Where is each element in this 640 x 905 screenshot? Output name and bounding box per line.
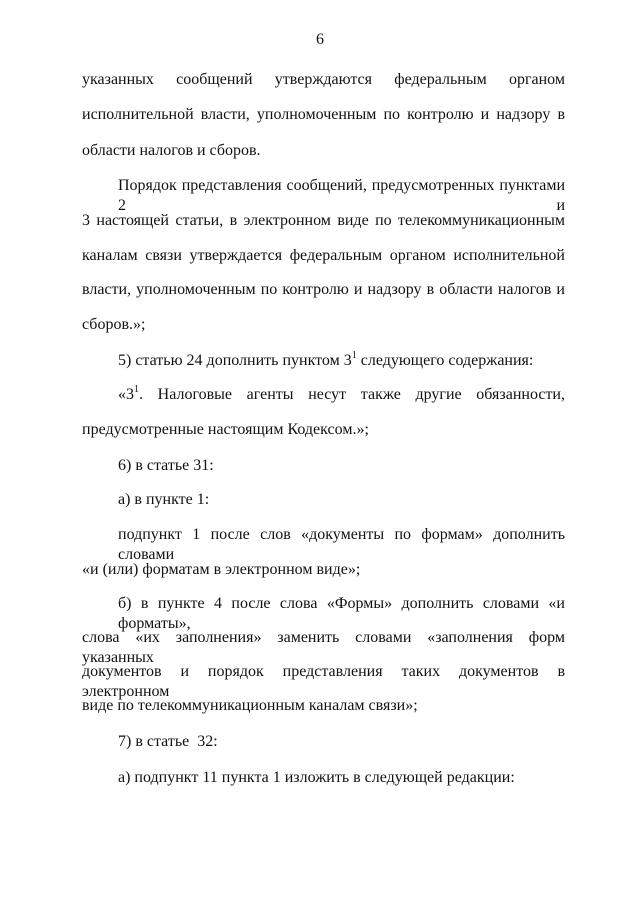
text-line: б) в пункте 4 после слова «Формы» дополнить словами «и форматы», xyxy=(118,595,565,632)
text-line: 7) в статье 32: xyxy=(118,733,218,750)
page-number: 6 xyxy=(316,31,324,48)
text-segment: «3 xyxy=(118,386,134,403)
text-line: «и (или) форматам в электронном виде»; xyxy=(82,561,361,578)
text-line: исполнительной власти, уполномоченным по контролю и надзору в xyxy=(82,106,565,123)
text-line: а) в пункте 1: xyxy=(118,491,210,508)
text-line: документов и порядок представления таких документов в электронном xyxy=(82,663,565,700)
text-line: а) подпункт 11 пункта 1 изложить в следующей редакции: xyxy=(118,769,515,786)
text-line: каналам связи утверждается федеральным органом исполнительной xyxy=(82,247,565,264)
text-segment: . Налоговые агенты несут также другие обязанности, xyxy=(139,386,565,403)
text-line xyxy=(118,385,565,405)
text-line: 3 настоящей статьи, в электронном виде по телекоммуникационным xyxy=(82,212,565,229)
superscript: 1 xyxy=(134,384,139,395)
superscript: 1 xyxy=(351,350,357,361)
text-line: Порядок представления сообщений, предусмотренных пунктами 2 и xyxy=(118,177,565,214)
text-line: указанных сообщений утверждаются федеральным органом xyxy=(82,71,565,88)
text-line: сборов.»; xyxy=(82,316,146,333)
text-segment: 5) статью 24 дополнить пунктом 3 xyxy=(118,352,352,369)
text-line: виде по телекоммуникационным каналам связи»; xyxy=(82,697,418,714)
text-line: предусмотренные настоящим Кодексом.»; xyxy=(82,421,369,438)
text-line xyxy=(118,351,565,371)
text-line: власти, уполномоченным по контролю и надзору в области налогов и xyxy=(82,281,565,298)
text-line: 6) в статье 31: xyxy=(118,457,214,474)
text-line: подпункт 1 после слов «документы по формам» дополнить словами xyxy=(118,526,565,563)
text-segment: следующего содержания: xyxy=(356,352,534,369)
text-line: слова «их заполнения» заменить словами «заполнения форм указанных xyxy=(82,629,565,666)
text-line: области налогов и сборов. xyxy=(82,142,261,159)
